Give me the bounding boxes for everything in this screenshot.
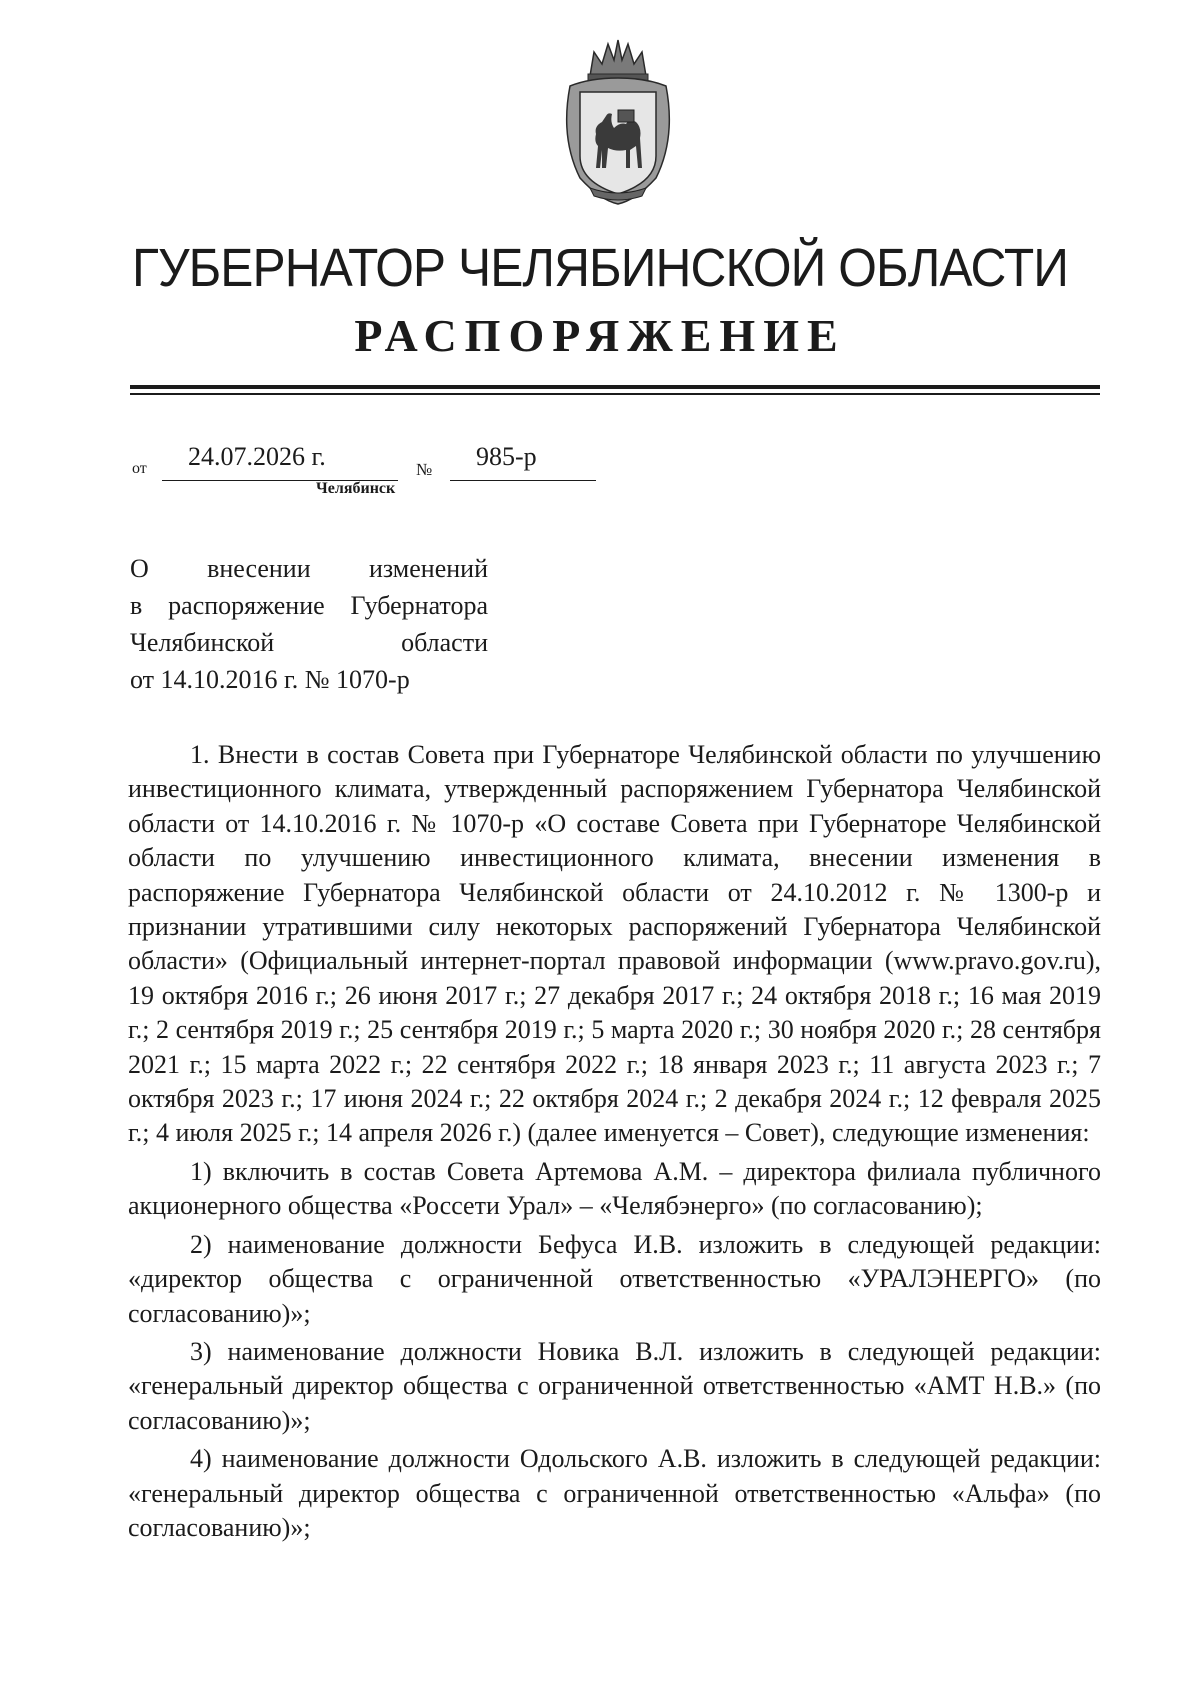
- date-prefix: от: [132, 460, 147, 477]
- document-number: 985-р: [476, 442, 537, 471]
- subject-line: Челябинской области: [130, 628, 488, 657]
- document-date: 24.07.2026 г.: [188, 442, 326, 471]
- subject-line: О внесении изменений: [130, 554, 488, 583]
- document-body: [128, 738, 1101, 1545]
- header-rule-thick: [130, 385, 1100, 389]
- list-item: 1) включить в состав Совета Артемова А.М. – директора филиала публичного акционерного общества «Россети Урал» – «Челябэнерго» (по согласованию);: [128, 1156, 1101, 1221]
- list-item: 2) наименование должности Бефуса И.В. изложить в следующей редакции: «директор общества с ограниченной ответственностью «УРАЛЭНЕРГО» (по согласованию)»;: [128, 1229, 1101, 1328]
- subject-line: от 14.10.2016 г. № 1070-р: [130, 665, 410, 694]
- document-type: РАСПОРЯЖЕНИЕ: [354, 310, 846, 361]
- number-underline: [450, 480, 596, 481]
- paragraph-1: 1. Внести в состав Совета при Губернаторе Челябинской области по улучшению инвестиционного климата, утвержденный распоряжением Губернатора Челябинской области от 14.10.2016 г. № 1070-р «О составе Совета при Губернаторе Челябинской области по улучшению инвестиционного климата, внесении изменения в распоряжение Губернатора Челябинской области от 24.10.2012 г. № 1300-р и признании утратившими силу некоторых распоряжений Губернатора Челябинской области» (Официальный интернет-портал правовой информации (www.pravo.gov.ru), 19 октября 2016 г.; 26 июня 2017 г.; 27 декабря 2017 г.; 24 октября 2018 г.; 16 мая 2019 г.; 2 сентября 2019 г.; 25 сентября 2019 г.; 5 марта 2020 г.; 30 ноября 2020 г.; 28 сентября 2021 г.; 15 марта 2022 г.; 22 сентября 2022 г.; 18 января 2023 г.; 11 августа 2023 г.; 7 октября 2023 г.; 17 июня 2024 г.; 22 октября 2024 г.; 2 декабря 2024 г.; 12 февраля 2025 г.; 4 июля 2025 г.; 14 апреля 2026 г.) (далее именуется – Совет), следующие изменения:: [128, 740, 1101, 1148]
- issuing-city: Челябинск: [316, 480, 396, 497]
- organization-title: ГУБЕРНАТОР ЧЕЛЯБИНСКОЙ ОБЛАСТИ: [131, 238, 1069, 298]
- list-item: 3) наименование должности Новика В.Л. изложить в следующей редакции: «генеральный директор общества с ограниченной ответственностью «АМТ Н.В.» (по согласованию)»;: [128, 1336, 1101, 1435]
- header-rule-thin: [130, 393, 1100, 395]
- document-subject: [130, 550, 488, 698]
- date-number-row: [132, 438, 632, 478]
- subject-line: в распоряжение Губернатора: [130, 591, 488, 620]
- list-item: 4) наименование должности Одольского А.В. изложить в следующей редакции: «генеральный директор общества с ограниченной ответственностью «Альфа» (по согласованию)»;: [128, 1444, 1101, 1542]
- number-prefix: №: [416, 460, 433, 479]
- coat-of-arms-emblem: [550, 38, 686, 208]
